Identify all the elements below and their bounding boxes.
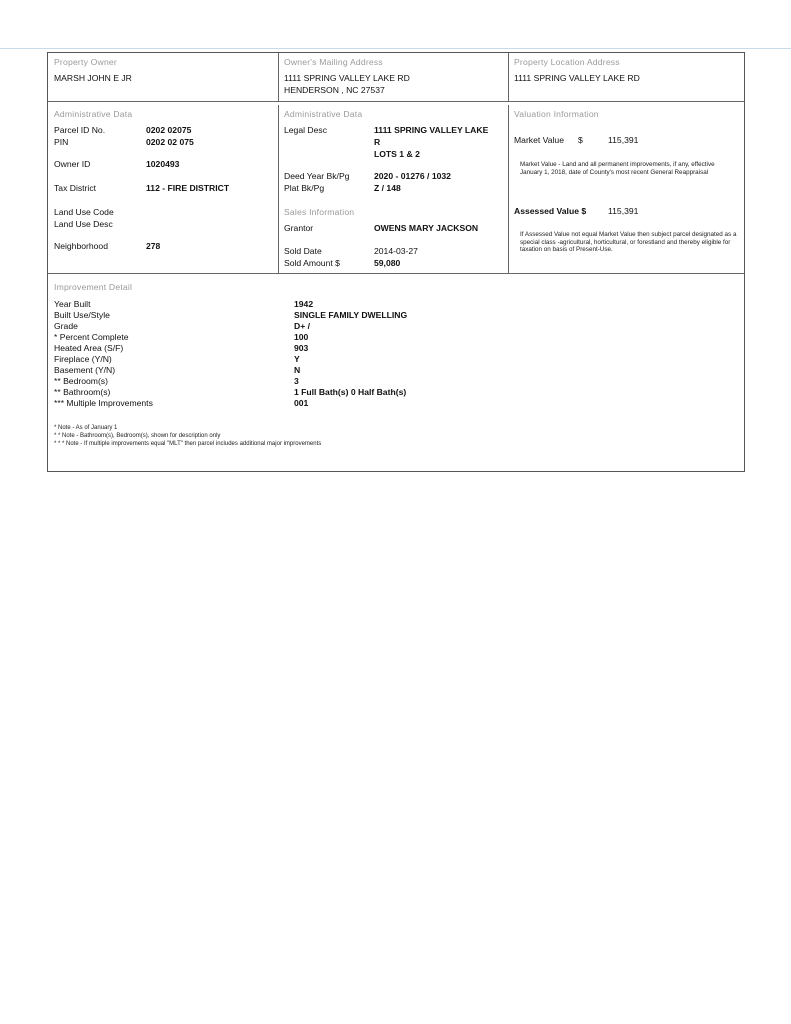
market-value: 115,391 [608, 135, 639, 145]
footnote: * Note - As of January 1 [54, 425, 118, 431]
plat-value: Z / 148 [374, 183, 401, 193]
assessed-value-label: Assessed Value $ [514, 206, 587, 216]
list-item-value: SINGLE FAMILY DWELLING [294, 310, 408, 320]
mailing-line2: HENDERSON , NC 27537 [284, 85, 385, 95]
mailing-address-heading: Owner's Mailing Address [284, 57, 383, 67]
list-item-value: 001 [294, 398, 309, 408]
sold-date-value: 2014-03-27 [374, 246, 418, 256]
list-item-label: Basement (Y/N) [54, 365, 116, 375]
land-use-code-label: Land Use Code [54, 207, 114, 217]
page-header-line [0, 48, 791, 49]
divider [48, 101, 744, 102]
owner-id-value: 1020493 [146, 159, 180, 169]
market-value-currency: $ [578, 135, 583, 145]
list-item-label: Fireplace (Y/N) [54, 354, 112, 364]
list-item-value: 100 [294, 332, 309, 342]
legal-desc-line2: R [374, 137, 381, 147]
list-item-value: 3 [294, 376, 299, 386]
list-item-label: Year Built [54, 299, 91, 309]
list-item-value: 903 [294, 343, 309, 353]
property-record-card [47, 52, 745, 472]
sold-amount-label: Sold Amount $ [284, 258, 340, 268]
legal-desc-label: Legal Desc [284, 125, 327, 135]
location-line1: 1111 SPRING VALLEY LAKE RD [514, 73, 640, 83]
list-item-label: * Percent Complete [54, 332, 129, 342]
location-address-heading: Property Location Address [514, 57, 620, 67]
list-item-label: *** Multiple Improvements [54, 398, 153, 408]
plat-label: Plat Bk/Pg [284, 183, 325, 193]
list-item-label: ** Bedroom(s) [54, 376, 108, 386]
assessed-value: 115,391 [608, 206, 639, 216]
tax-district-value: 112 - FIRE DISTRICT [146, 183, 230, 193]
footnote: * * * Note - If multiple improvements equal "MLT" then parcel includes additional major improvements [54, 441, 322, 447]
divider [48, 273, 744, 274]
sales-info-heading: Sales Information [284, 207, 355, 217]
divider [508, 105, 509, 273]
mailing-line1: 1111 SPRING VALLEY LAKE RD [284, 73, 410, 83]
list-item-label: Heated Area (S/F) [54, 343, 124, 353]
assessed-value-note: If Assessed Value not equal Market Value then subject parcel designated as a special class -agricultural, horticultural, or forestland and thereby eligible for taxation on basis of Present-Use. [520, 231, 737, 254]
improvement-detail-heading: Improvement Detail [54, 282, 133, 292]
tax-district-label: Tax District [54, 183, 97, 193]
owner-id-label: Owner ID [54, 159, 91, 169]
pin-label: PIN [54, 137, 69, 147]
list-item-label: ** Bathroom(s) [54, 387, 111, 397]
footnote: * * Note - Bathroom(s), Bedroom(s), shown for description only [54, 433, 221, 439]
pin-value: 0202 02 075 [146, 137, 194, 147]
market-value-label: Market Value [514, 135, 564, 145]
market-value-note: Market Value - Land and all permanent improvements, if any, effective January 1, 2018, date of County's most recent General Reappraisal [520, 161, 715, 176]
list-item-value: D+ / [294, 321, 310, 331]
admin-data-heading-2: Administrative Data [284, 109, 363, 119]
land-use-desc-label: Land Use Desc [54, 219, 113, 229]
valuation-heading: Valuation Information [514, 109, 599, 119]
list-item-value: 1942 [294, 299, 314, 309]
grantor-value: OWENS MARY JACKSON [374, 223, 479, 233]
admin-data-heading: Administrative Data [54, 109, 133, 119]
legal-desc-line3: LOTS 1 & 2 [374, 149, 420, 159]
divider [508, 53, 509, 101]
list-item-label: Grade [54, 321, 78, 331]
neighborhood-label: Neighborhood [54, 241, 108, 251]
list-item-label: Built Use/Style [54, 310, 110, 320]
sold-date-label: Sold Date [284, 246, 322, 256]
owner-name: MARSH JOHN E JR [54, 73, 132, 83]
deed-value: 2020 - 01276 / 1032 [374, 171, 451, 181]
sold-amount-value: 59,080 [374, 258, 401, 268]
neighborhood-value: 278 [146, 241, 161, 251]
property-owner-heading: Property Owner [54, 57, 117, 67]
parcel-id-label: Parcel ID No. [54, 125, 106, 135]
divider [278, 53, 279, 101]
deed-label: Deed Year Bk/Pg [284, 171, 350, 181]
grantor-label: Grantor [284, 223, 314, 233]
parcel-id-value: 0202 02075 [146, 125, 192, 135]
list-item-value: N [294, 365, 301, 375]
list-item-value: 1 Full Bath(s) 0 Half Bath(s) [294, 387, 407, 397]
legal-desc-line1: 1111 SPRING VALLEY LAKE [374, 125, 489, 135]
list-item-value: Y [294, 354, 300, 364]
divider [278, 105, 279, 273]
